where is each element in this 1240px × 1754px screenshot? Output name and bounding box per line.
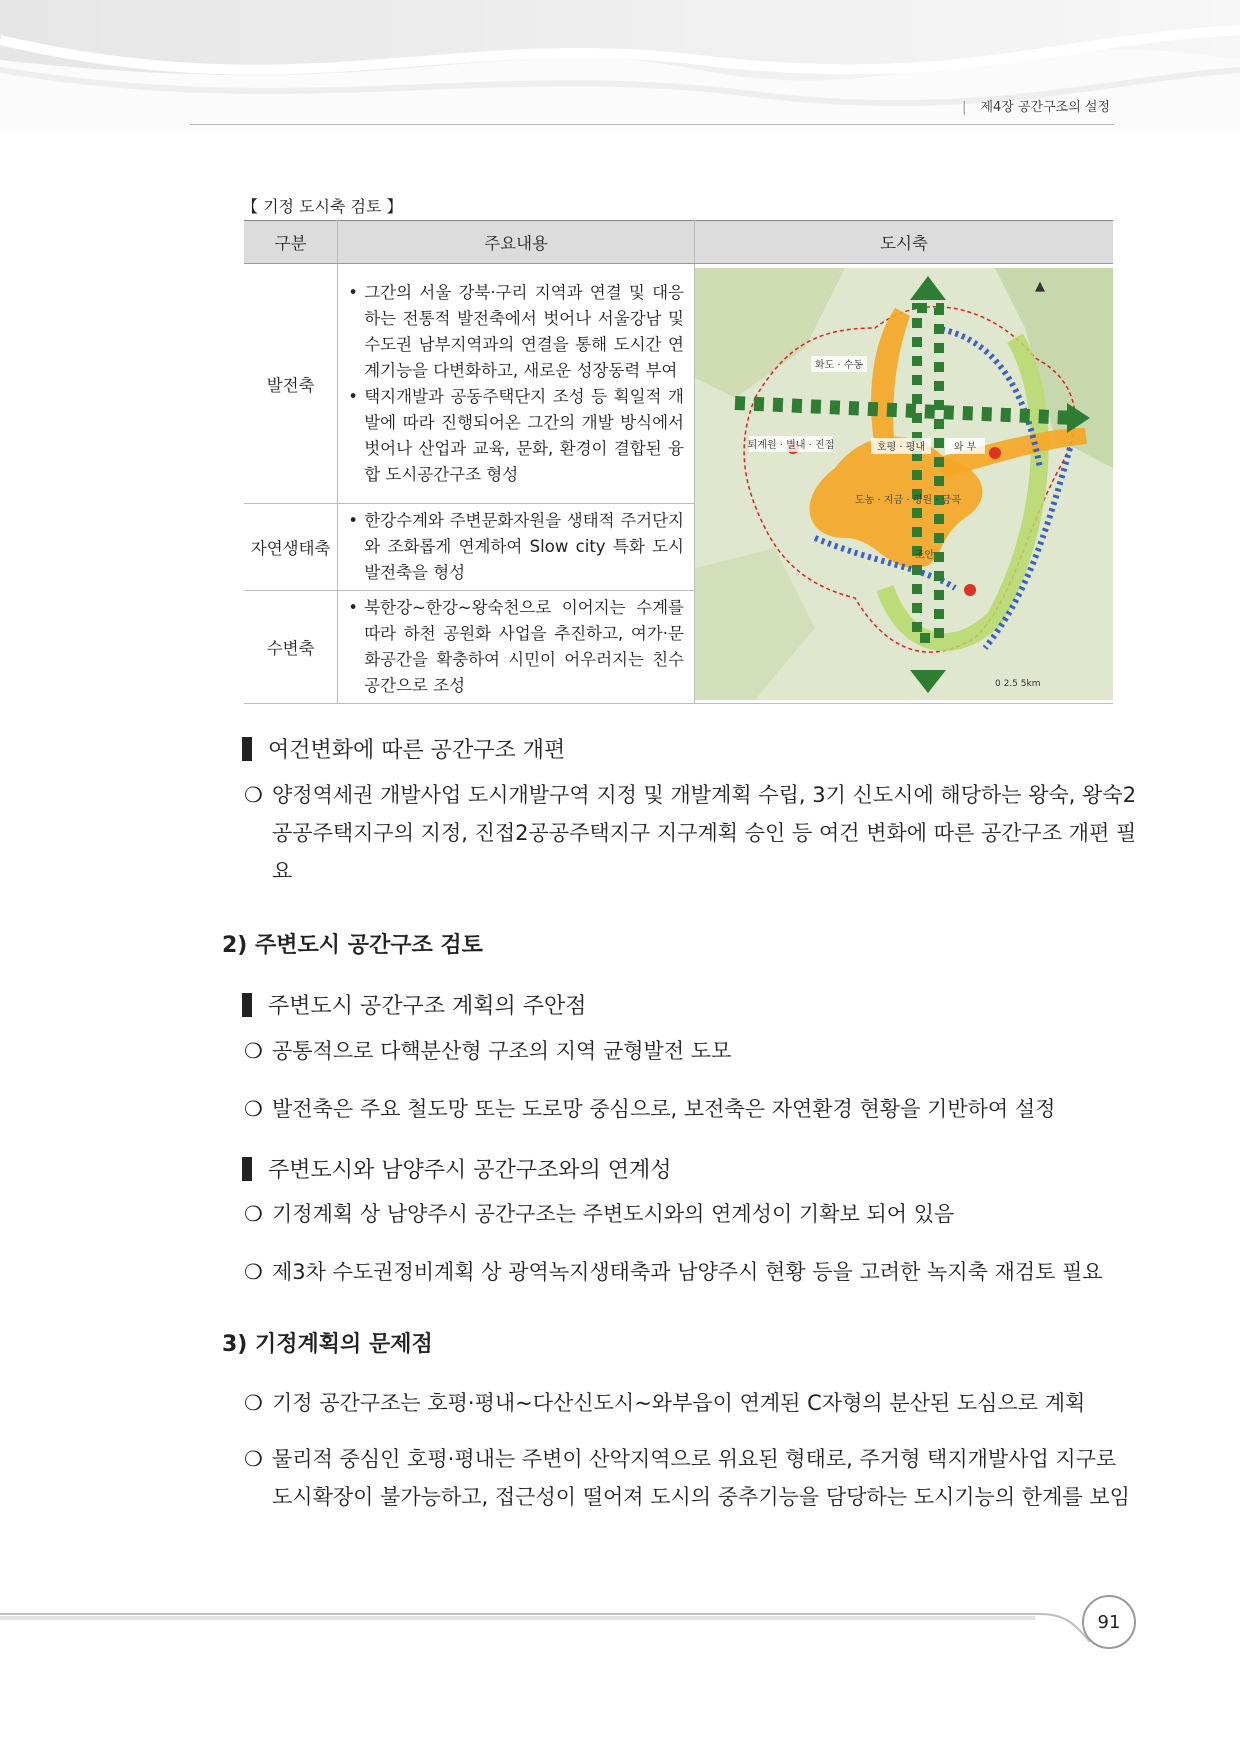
content-bullet: • 한강수계와 주변문화자원을 생태적 주거단지와 조화롭게 연계하여 Slow city 특화 도시발전축을 형성 [364, 508, 684, 586]
row-content [338, 591, 695, 704]
sec2-sub1-para-1 [244, 1032, 1142, 1070]
content-bullet: • 북한강~한강~왕숙천으로 이어지는 수계를 따라 하천 공원화 사업을 추진하고, 여가·문화공간을 확충하여 시민이 어우러지는 친수공간으로 조성 [364, 595, 684, 699]
section-2-title: 2) 주변도시 공간구조 검토 [222, 933, 483, 958]
content-bullet: • 택지개발과 공동주택단지 조성 등 획일적 개발에 따라 진행되어온 그간의 개발 방식에서 벗어나 산업과 교육, 문화, 환경이 결합된 융합 도시공간구조 형성 [364, 384, 684, 488]
map-label: 도농 · 지금 · 평원 · 금곡 [854, 494, 961, 506]
sec2-sub2-heading [242, 1153, 672, 1184]
heading-block-icon [242, 1157, 252, 1181]
header-rule [190, 124, 1114, 125]
circle-bullet-icon: ❍ [244, 1260, 263, 1284]
chapter-title: 제4장 공간구조의 설정 [980, 100, 1110, 115]
content-bullet: • 그간의 서울 강북·구리 지역과 연결 및 대응하는 전통적 발전축에서 벗어나 서울강남 및 수도권 남부지역과의 연결을 통해 도시간 연계기능을 다변화하고, 새로운 성장동력 부여 [364, 280, 684, 384]
row-category: 수변축 [244, 591, 338, 704]
sec3-para-1 [244, 1384, 1142, 1422]
circle-bullet-icon: ❍ [244, 1391, 263, 1415]
circle-bullet-icon: ❍ [244, 783, 263, 807]
map-label: 와 부 [953, 441, 977, 453]
row-category: 자연생태축 [244, 504, 338, 591]
map-scale: 0 2.5 5km [994, 678, 1041, 689]
paragraph-text: 공통적으로 다핵분산형 구조의 지역 균형발전 도모 [272, 1039, 732, 1063]
map-label: 퇴계원 · 별내 · 진접 [747, 439, 835, 451]
city-axis-map [695, 268, 1113, 700]
header-content: 주요내용 [338, 221, 695, 264]
table-header-row [244, 221, 1113, 264]
section-3-title: 3) 기정계획의 문제점 [222, 1332, 433, 1357]
change-heading [242, 733, 565, 764]
chapter-header [962, 96, 1110, 115]
footer-swoosh [0, 1602, 1240, 1662]
header-category: 구분 [244, 221, 338, 264]
circle-bullet-icon: ❍ [244, 1447, 263, 1471]
paragraph-text: 기정 공간구조는 호평·평내~다산신도시~와부읍이 연계된 C자형의 분산된 도심으로 계획 [272, 1391, 1086, 1415]
sec3-para-2 [244, 1440, 1142, 1516]
paragraph-text: 제3차 수도권정비계획 상 광역녹지생태축과 남양주시 현황 등을 고려한 녹지축 재검토 필요 [272, 1260, 1103, 1284]
paragraph-text: 물리적 중심인 호평·평내는 주변이 산악지역으로 위요된 형태로, 주거형 택지개발사업 지구로 도시확장이 불가능하고, 접근성이 떨어져 도시의 중추기능을 담당하는 도시기능의 한계를 보임 [272, 1447, 1130, 1509]
map-label: 화도 · 수동 [814, 359, 864, 371]
paragraph-text: 기정계획 상 남양주시 공간구조는 주변도시와의 연계성이 기확보 되어 있음 [272, 1202, 955, 1226]
row-category: 발전축 [244, 264, 338, 504]
map-label: 호평 · 평내 [876, 441, 926, 453]
city-axis-map-cell [694, 264, 1113, 704]
map-label: 조안 [914, 549, 935, 561]
header-city-axis: 도시축 [694, 221, 1113, 264]
heading-block-icon [242, 993, 252, 1017]
heading-block-icon [242, 737, 252, 761]
north-arrow-icon: ▲ [1034, 278, 1045, 294]
page-number: 91 [1082, 1595, 1136, 1649]
row-content [338, 264, 695, 504]
header-separator: | [962, 100, 967, 115]
table-row [244, 264, 1113, 504]
change-heading-text: 여건변화에 따른 공간구조 개편 [268, 738, 566, 763]
sec2-sub1-heading [242, 989, 587, 1020]
sec2-sub2-heading-text: 주변도시와 남양주시 공간구조와의 연계성 [268, 1158, 672, 1183]
city-axis-table [244, 220, 1113, 704]
table-caption: 【 기정 도시축 검토 】 [242, 197, 403, 216]
circle-bullet-icon: ❍ [244, 1039, 263, 1063]
circle-bullet-icon: ❍ [244, 1202, 263, 1226]
sec2-sub2-para-1 [244, 1195, 1142, 1233]
sec2-sub2-para-2 [244, 1253, 1142, 1291]
sec2-sub1-heading-text: 주변도시 공간구조 계획의 주안점 [268, 994, 587, 1019]
paragraph-text: 발전축은 주요 철도망 또는 도로망 중심으로, 보전축은 자연환경 현황을 기반하여 설정 [272, 1097, 1056, 1121]
sec2-sub1-para-2 [244, 1090, 1142, 1128]
change-paragraph [244, 776, 1142, 890]
row-content [338, 504, 695, 591]
circle-bullet-icon: ❍ [244, 1097, 263, 1121]
change-paragraph-text: 양정역세권 개발사업 도시개발구역 지정 및 개발계획 수립, 3기 신도시에 해당하는 왕숙, 왕숙2공공주택지구의 지정, 진접2공공주택지구 지구계획 승인 등 여건 변화에 따른 공간구조 개편 필요 [272, 783, 1137, 883]
